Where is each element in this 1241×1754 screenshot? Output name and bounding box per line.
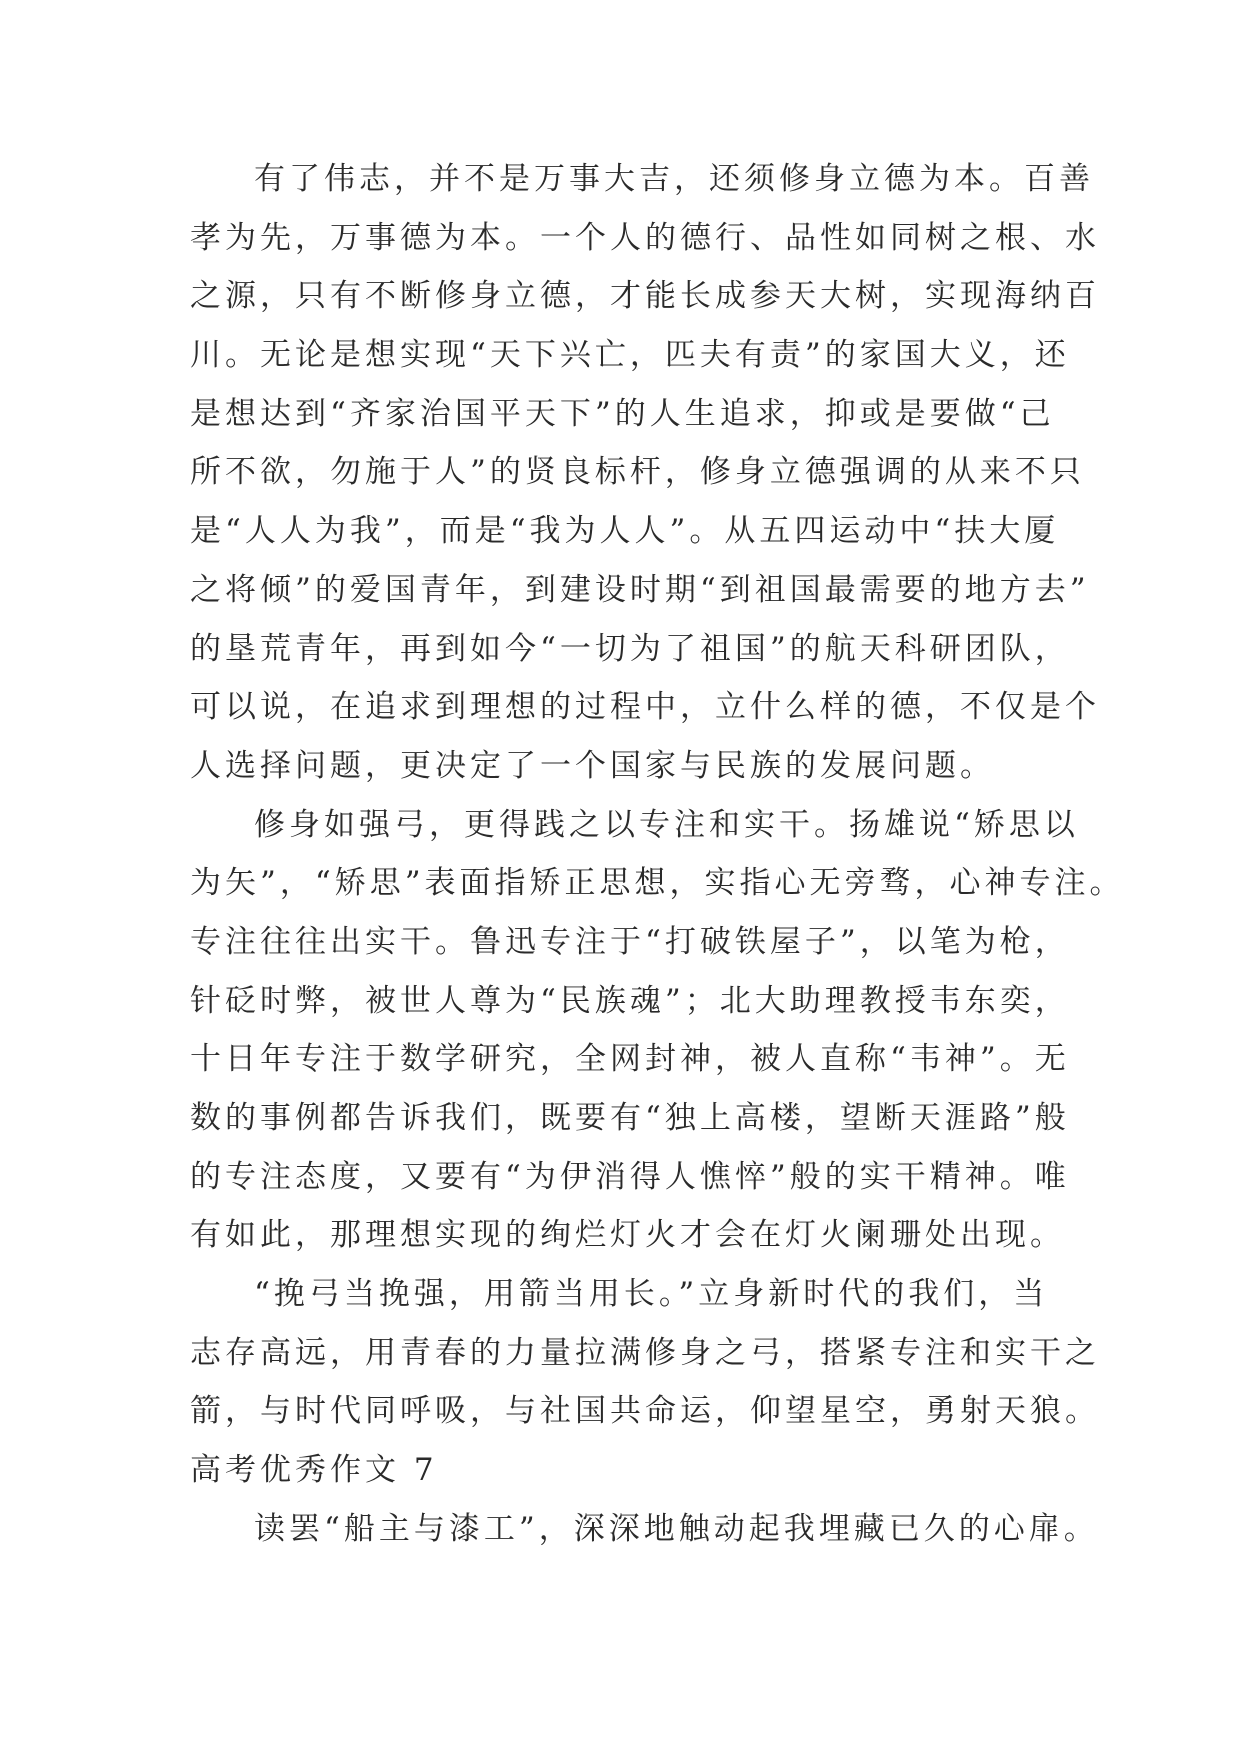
document-body xyxy=(190,150,1125,1559)
paragraph-line: 有了伟志，并不是万事大吉，还须修身立德为本。百善 xyxy=(254,161,1094,197)
paragraph-line: 有如此，那理想实现的绚烂灯火才会在灯火阑珊处出现。 xyxy=(190,1217,1065,1254)
paragraph-line: 为矢”，“矫思”表面指矫正思想，实指心无旁骛，心神专注。 xyxy=(190,865,1125,902)
paragraph-line: 人选择问题，更决定了一个国家与民族的发展问题。 xyxy=(190,747,995,784)
paragraph-line: 之将倾”的爱国青年，到建设时期“到祖国最需要的地方去” xyxy=(190,571,1090,608)
paragraph-line: 孝为先，万事德为本。一个人的德行、品性如同树之根、水 xyxy=(190,219,1100,256)
paragraph-line: 川。无论是想实现“天下兴亡，匹夫有责”的家国大义，还 xyxy=(190,337,1070,374)
paragraph-line: “挽弓当挽强，用箭当用长。”立身新时代的我们，当 xyxy=(254,1276,1049,1313)
paragraph-line: 专注往往出实干。鲁迅专注于“打破铁屋子”，以笔为枪， xyxy=(190,923,1070,960)
section-heading: 高考优秀作文 7 xyxy=(190,1452,438,1489)
paragraph-line: 所不欲，勿施于人”的贤良标杆，修身立德强调的从来不只 xyxy=(190,454,1085,491)
paragraph-line: 是“人人为我”，而是“我为人人”。从五四运动中“扶大厦 xyxy=(190,513,1060,550)
paragraph-line: 的垦荒青年，再到如今“一切为了祖国”的航天科研团队， xyxy=(190,630,1070,667)
paragraph-line: 之源，只有不断修身立德，才能长成参天大树，实现海纳百 xyxy=(190,278,1100,315)
paragraph-line: 数的事例都告诉我们，既要有“独上高楼，望断天涯路”般 xyxy=(190,1100,1070,1136)
paragraph-line: 可以说，在追求到理想的过程中，立什么样的德，不仅是个 xyxy=(190,689,1100,726)
paragraph-line: 箭，与时代同呼吸，与社国共命运，仰望星空，勇射天狼。 xyxy=(190,1393,1100,1430)
paragraph-line: 是想达到“齐家治国平天下”的人生追求，抑或是要做“己 xyxy=(190,395,1055,432)
paragraph-line: 读罢“船主与漆工”，深深地触动起我埋藏已久的心扉。 xyxy=(254,1510,1099,1547)
paragraph-line: 志存高远，用青春的力量拉满修身之弓，搭紧专注和实干之 xyxy=(190,1334,1100,1371)
paragraph-line: 十日年专注于数学研究，全网封神，被人直称“韦神”。无 xyxy=(190,1041,1070,1078)
paragraph-line: 的专注态度，又要有“为伊消得人憔悴”般的实干精神。唯 xyxy=(190,1158,1070,1195)
paragraph-line: 针砭时弊，被世人尊为“民族魂”；北大助理教授韦东奕， xyxy=(190,982,1070,1019)
paragraph-line: 修身如强弓，更得践之以专注和实干。扬雄说“矫思以 xyxy=(254,806,1079,843)
